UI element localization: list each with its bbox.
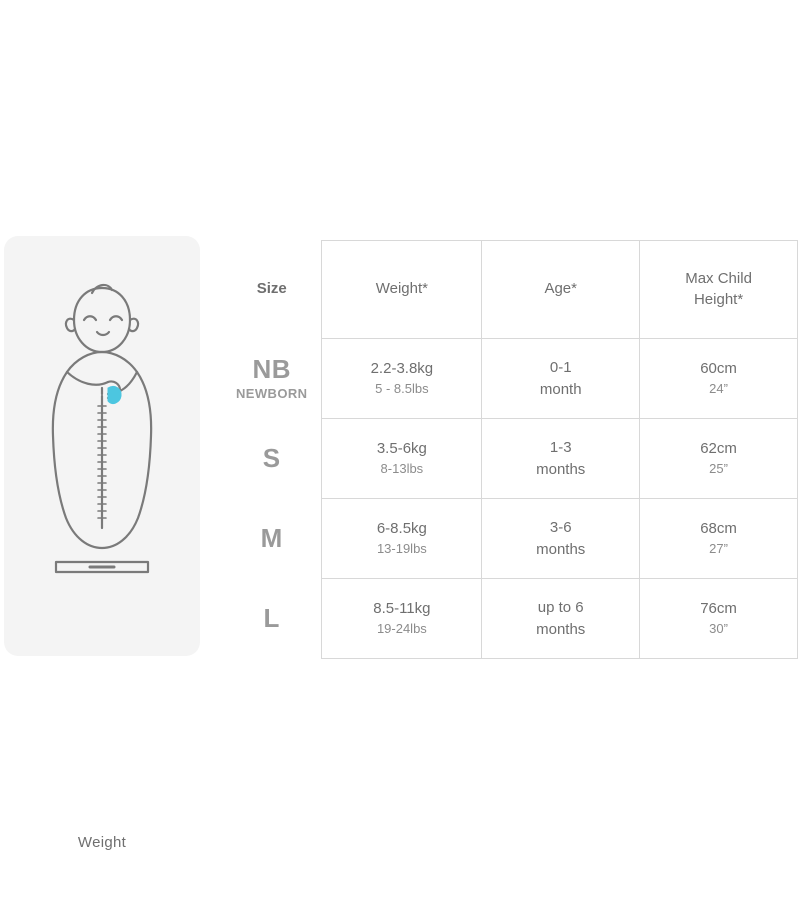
row-size-cell: [222, 579, 322, 659]
row-age-cell: [482, 579, 640, 659]
height-main: 76cm: [700, 600, 737, 618]
row-weight-cell: [322, 419, 482, 499]
row-weight-cell: [322, 499, 482, 579]
age-main: 3-6: [549, 518, 572, 536]
row-size-cell: [222, 339, 322, 419]
height-sub: 24”: [709, 380, 728, 396]
illustration-caption: Weight: [77, 834, 127, 851]
age-main: up to 6: [537, 598, 584, 616]
row-age-cell: [482, 419, 640, 499]
weight-main: 3.5-6kg: [376, 440, 427, 458]
row-weight-cell: [322, 339, 482, 419]
height-sub: 25”: [709, 460, 728, 476]
age-sub: months: [536, 540, 586, 558]
height-main: 68cm: [700, 520, 737, 538]
weight-main: 6-8.5kg: [376, 520, 427, 538]
row-height-cell: [640, 579, 798, 659]
size-letter: M: [260, 522, 283, 553]
illustration-panel: [4, 236, 200, 851]
table-row: [222, 419, 798, 499]
header-cell-size: [222, 241, 322, 339]
height-main: 60cm: [700, 360, 737, 378]
header-cell-height: [640, 241, 798, 339]
swaddle-baby-illustration: [4, 260, 200, 590]
age-sub: months: [536, 460, 586, 478]
header-cell-age: [482, 241, 640, 339]
height-sub: 27”: [709, 540, 728, 556]
weight-main: 2.2-3.8kg: [370, 360, 434, 378]
age-sub: months: [536, 620, 586, 638]
weight-sub: 13-19lbs: [376, 540, 427, 556]
row-age-cell: [482, 499, 640, 579]
row-size-cell: [222, 419, 322, 499]
table-row: [222, 499, 798, 579]
header-cell-weight: [322, 241, 482, 339]
age-main: 0-1: [549, 358, 572, 376]
age-sub: month: [539, 380, 582, 398]
table-row: [222, 339, 798, 419]
row-height-cell: [640, 499, 798, 579]
header-height-label-line1: Max Child: [685, 270, 752, 288]
row-height-cell: [640, 339, 798, 419]
size-chart-table: [222, 240, 798, 659]
height-main: 62cm: [700, 440, 737, 458]
header-weight-label: Weight*: [375, 280, 428, 298]
age-main: 1-3: [549, 438, 572, 456]
size-sublabel: NEWBORN: [236, 385, 308, 401]
header-size-label: Size: [256, 280, 287, 298]
size-letter: NB: [252, 354, 291, 385]
table-row: [222, 579, 798, 659]
row-height-cell: [640, 419, 798, 499]
size-letter: L: [263, 602, 280, 633]
header-age-label: Age*: [544, 280, 577, 298]
weight-sub: 8-13lbs: [380, 460, 424, 476]
size-letter: S: [262, 442, 281, 473]
weight-sub: 5 - 8.5lbs: [375, 380, 429, 396]
weight-sub: 19-24lbs: [376, 620, 427, 636]
row-age-cell: [482, 339, 640, 419]
height-sub: 30”: [709, 620, 728, 636]
row-weight-cell: [322, 579, 482, 659]
weight-main: 8.5-11kg: [373, 600, 431, 618]
header-height-label-line2: Height*: [693, 290, 744, 308]
row-size-cell: [222, 499, 322, 579]
table-header-row: [222, 241, 798, 339]
